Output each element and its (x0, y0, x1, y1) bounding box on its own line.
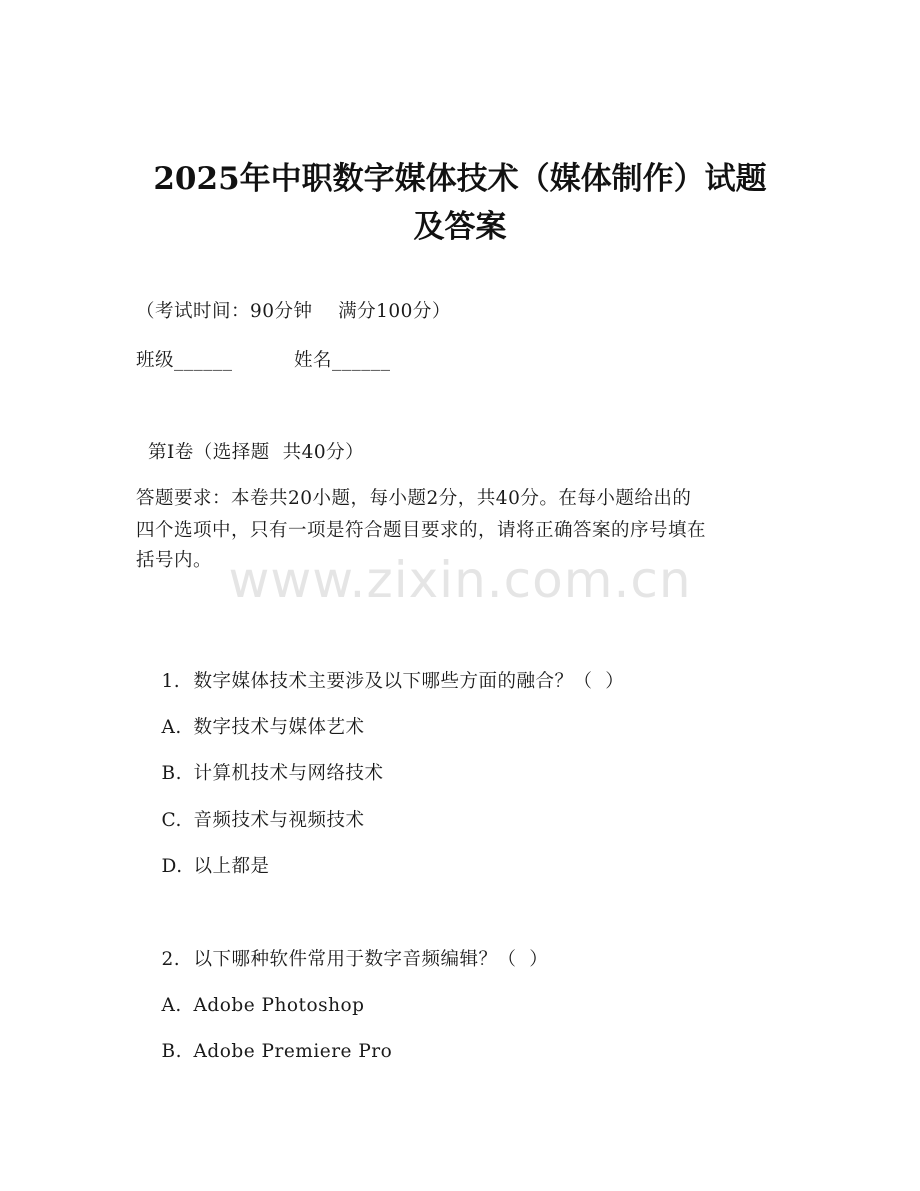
question-number: 2. (161, 949, 181, 970)
option-letter: D. (161, 856, 183, 877)
option-letter: A. (161, 995, 182, 1016)
question-1-option-d (136, 828, 270, 906)
option-text: 数字技术与媒体艺术 (193, 717, 365, 738)
option-letter: B. (161, 763, 183, 784)
question-2-option-b (136, 1013, 392, 1091)
document-title-line2: 及答案 (413, 209, 507, 245)
name-field: 姓名______ (294, 350, 391, 371)
class-field: 班级______ (136, 350, 233, 371)
document-title-line1: 2025年中职数字媒体技术（媒体制作）试题 (153, 161, 767, 197)
question-number: 1. (161, 671, 181, 692)
exam-info: （考试时间：90分钟 满分100分） (136, 301, 451, 322)
watermark: www.zixin.com.cn (228, 551, 692, 609)
option-letter: C. (161, 810, 182, 831)
option-letter: B. (161, 1041, 183, 1062)
instructions-line2: 四个选项中，只有一项是符合题目要求的，请将正确答案的序号填在 (136, 520, 707, 541)
question-text: 数字媒体技术主要涉及以下哪些方面的融合？（ ） (193, 671, 625, 692)
section-title: 第Ⅰ卷（选择题 共40分） (148, 442, 365, 463)
option-text: 以上都是 (193, 856, 270, 877)
option-text: 计算机技术与网络技术 (193, 763, 384, 784)
instructions-line3: 括号内。 (136, 550, 213, 571)
option-text: Adobe Premiere Pro (193, 1041, 393, 1062)
option-letter: A. (161, 717, 182, 738)
option-text: Adobe Photoshop (193, 995, 365, 1016)
question-text: 以下哪种软件常用于数字音频编辑？（ ） (193, 949, 549, 970)
instructions-line1: 答题要求：本卷共20小题，每小题2分，共40分。在每小题给出的 (136, 488, 692, 509)
option-text: 音频技术与视频技术 (193, 810, 365, 831)
